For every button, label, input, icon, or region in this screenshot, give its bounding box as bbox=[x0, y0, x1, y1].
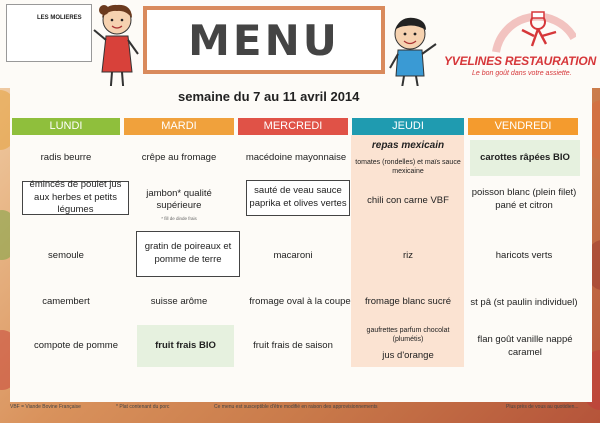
day-header-lundi: LUNDI bbox=[12, 118, 120, 135]
menu-item-vendredi-side: haricots verts bbox=[495, 249, 553, 261]
day-header-mercredi: MERCREDI bbox=[238, 118, 348, 135]
menu-item-lundi-starter: radis beurre bbox=[40, 151, 92, 163]
menu-item-mardi-main: jambon* qualité supérieure * fill de dinde frais bbox=[146, 187, 212, 222]
menu-item-lundi-cheese: camembert bbox=[42, 295, 90, 307]
chef-logo-icon bbox=[476, 8, 576, 56]
footer-disclaimer: Ce menu est susceptible d'être modifié en raison des approvisionnements bbox=[214, 404, 378, 410]
menu-item-lundi-side: semoule bbox=[48, 249, 84, 261]
logo-tagline: Le bon goût dans votre assiette. bbox=[472, 70, 572, 77]
footer-pork-note: * Plat contenant du porc bbox=[116, 404, 170, 410]
menu-item-mercredi-starter: macédoine mayonnaise bbox=[245, 151, 347, 163]
school-label-box bbox=[6, 4, 92, 62]
day-header-vendredi: VENDREDI bbox=[468, 118, 578, 135]
menu-item-mardi-side: gratin de poireaux et pomme de terre bbox=[136, 231, 240, 277]
menu-item-vendredi-main: poisson blanc (plein filet) pané et citron bbox=[471, 187, 577, 211]
menu-item-jeudi-cheese: fromage blanc sucré bbox=[364, 295, 452, 307]
menu-item-mercredi-cheese: fromage oval à la coupe bbox=[249, 295, 351, 307]
menu-item-jeudi-drink: jus d'orange bbox=[382, 349, 434, 361]
day-header-mardi: MARDI bbox=[124, 118, 234, 135]
menu-item-mercredi-main: sauté de veau sauce paprika et olives vertes bbox=[246, 180, 350, 216]
menu-item-mercredi-dessert: fruit frais de saison bbox=[253, 339, 333, 351]
menu-item-lundi-main: émincés de poulet jus aux herbes et petits légumes bbox=[22, 181, 129, 215]
menu-item-mardi-starter: crêpe au fromage bbox=[141, 151, 217, 163]
menu-item-mardi-cheese: suisse arôme bbox=[150, 295, 208, 307]
menu-item-vendredi-cheese: st pâ (st paulin individuel) bbox=[470, 296, 578, 308]
menu-title: MENU bbox=[188, 16, 340, 65]
yvelines-restauration-logo bbox=[440, 8, 598, 88]
footer-vbf-note: VBF = Viande Bovine Française bbox=[10, 404, 81, 410]
menu-item-mardi-dessert: fruit frais BIO bbox=[137, 325, 234, 367]
day-header-jeudi: JEUDI bbox=[352, 118, 464, 135]
menu-item-jeudi-dessert: gaufrettes parfum chocolat (plumétis) bbox=[366, 326, 450, 343]
menu-sign bbox=[143, 6, 385, 74]
mardi-main-note: * fill de dinde frais bbox=[161, 216, 197, 222]
menu-item-lundi-dessert: compote de pomme bbox=[34, 339, 118, 351]
menu-item-vendredi-dessert: flan goût vanille nappé caramel bbox=[477, 334, 573, 358]
week-label: semaine du 7 au 11 avril 2014 bbox=[178, 89, 360, 104]
logo-name: YVELINES RESTAURATION bbox=[444, 54, 597, 68]
boy-character-icon bbox=[386, 14, 440, 90]
menu-item-jeudi-main: chili con carne VBF bbox=[367, 194, 449, 206]
menu-item-mercredi-side: macaroni bbox=[273, 249, 313, 261]
jeudi-theme: repas mexicain bbox=[371, 140, 445, 152]
menu-item-jeudi-starter: tomates (rondelles) et maïs sauce mexicaine bbox=[355, 158, 461, 175]
menu-item-vendredi-starter: carottes râpées BIO bbox=[470, 140, 580, 176]
menu-item-jeudi-side: riz bbox=[402, 249, 414, 261]
footer-slogan: Plus près de vous au quotidien... bbox=[506, 404, 579, 410]
school-name: LES MOLIERES bbox=[37, 15, 82, 21]
